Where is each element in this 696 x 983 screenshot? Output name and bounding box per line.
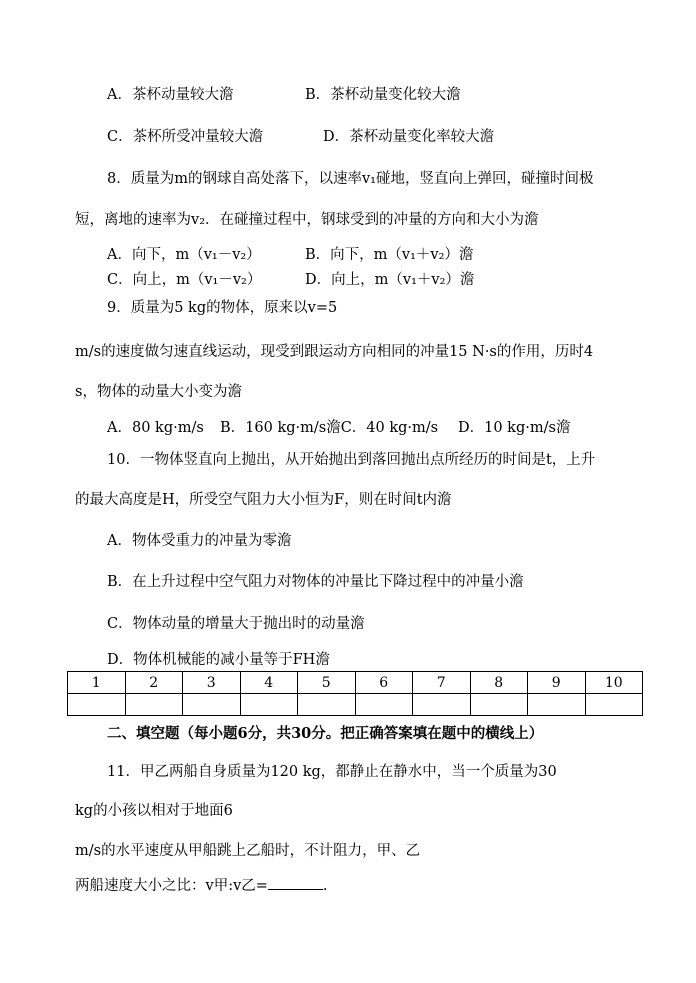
answer-table-header: 1 bbox=[68, 672, 126, 694]
answer-table-header: 7 bbox=[413, 672, 471, 694]
answer-table-header-row bbox=[68, 672, 643, 694]
answer-table-header: 8 bbox=[470, 672, 528, 694]
q9-stem-line2: m/s的速度做匀速直线运动，现受到跟运动方向相同的冲量15 N·s的作用，历时4 bbox=[75, 344, 594, 360]
answer-cell[interactable] bbox=[355, 694, 413, 716]
q8-option-c: C．向上，m（v₁－v₂） bbox=[107, 272, 262, 288]
q8-stem-line1: 8．质量为m的钢球自高处落下，以速率v₁碰地，竖直向上弹回，碰撞时间极 bbox=[107, 171, 594, 187]
answer-table-header: 9 bbox=[528, 672, 586, 694]
section-title: 二、填空题（每小题6分，共30分。把正确答案填在题中的横线上） bbox=[107, 725, 544, 742]
q11-stem-line1: 11．甲乙两船自身质量为120 kg，都静止在静水中，当一个质量为30 bbox=[107, 764, 557, 780]
q9-option-a: A．80 kg·m/s bbox=[107, 420, 204, 436]
q11-ratio-prompt: 两船速度大小之比：v甲:v乙= bbox=[75, 878, 268, 894]
answer-cell[interactable] bbox=[528, 694, 586, 716]
q8-option-b: B．向下，m（v₁＋v₂）澹 bbox=[305, 247, 474, 263]
q7-option-d: D．茶杯动量变化率较大澹 bbox=[323, 129, 495, 145]
answer-cell[interactable] bbox=[470, 694, 528, 716]
q10-option-d: D．物体机械能的减小量等于FH澹 bbox=[107, 652, 330, 668]
q11-period: . bbox=[322, 878, 328, 894]
answer-cell[interactable] bbox=[68, 694, 126, 716]
q10-stem-line2: 的最大高度是H，所受空气阻力大小恒为F，则在时间t内澹 bbox=[75, 492, 452, 508]
q10-stem-line1: 10．一物体竖直向上抛出，从开始抛出到落回抛出点所经历的时间是t，上升 bbox=[107, 452, 596, 468]
answer-cell[interactable] bbox=[183, 694, 241, 716]
q9-option-d: D．10 kg·m/s澹 bbox=[458, 420, 571, 436]
q7-option-a: A．茶杯动量较大澹 bbox=[107, 87, 234, 103]
answer-table bbox=[67, 671, 643, 716]
answer-table-header: 10 bbox=[585, 672, 643, 694]
q8-stem-line2: 短，离地的速率为v₂．在碰撞过程中，钢球受到的冲量的方向和大小为澹 bbox=[75, 212, 539, 228]
answer-cell[interactable] bbox=[413, 694, 471, 716]
q8-option-a: A．向下，m（v₁－v₂） bbox=[107, 247, 261, 263]
answer-table-header: 5 bbox=[298, 672, 356, 694]
answer-cell[interactable] bbox=[298, 694, 356, 716]
q11-stem-line3: m/s的水平速度从甲船跳上乙船时，不计阻力，甲、乙 bbox=[75, 843, 421, 859]
answer-table-header: 2 bbox=[125, 672, 183, 694]
q11-stem-line2: kg的小孩以相对于地面6 bbox=[75, 803, 233, 819]
answer-cell[interactable] bbox=[240, 694, 298, 716]
answer-cell[interactable] bbox=[125, 694, 183, 716]
q7-option-c: C．茶杯所受冲量较大澹 bbox=[107, 129, 264, 145]
q9-stem-line3: s，物体的动量大小变为澹 bbox=[75, 384, 242, 400]
q9-option-b-c: B．160 kg·m/s澹C．40 kg·m/s bbox=[220, 420, 439, 436]
answer-table-header: 4 bbox=[240, 672, 298, 694]
q8-option-d: D．向上，m（v₁＋v₂）澹 bbox=[305, 272, 475, 288]
q11-answer-blank[interactable] bbox=[268, 875, 323, 890]
answer-table-blank-row bbox=[68, 694, 643, 716]
q11-stem-line4 bbox=[75, 875, 328, 896]
q10-option-c: C．物体动量的增量大于抛出时的动量澹 bbox=[107, 616, 365, 632]
answer-table-header: 6 bbox=[355, 672, 413, 694]
answer-table-header: 3 bbox=[183, 672, 241, 694]
q9-stem-line1: 9．质量为5 kg的物体，原来以v=5 bbox=[107, 300, 338, 316]
answer-cell[interactable] bbox=[585, 694, 643, 716]
q7-option-b: B．茶杯动量变化较大澹 bbox=[305, 87, 461, 103]
q10-option-b: B．在上升过程中空气阻力对物体的冲量比下降过程中的冲量小澹 bbox=[107, 574, 524, 590]
q10-option-a: A．物体受重力的冲量为零澹 bbox=[107, 533, 292, 549]
